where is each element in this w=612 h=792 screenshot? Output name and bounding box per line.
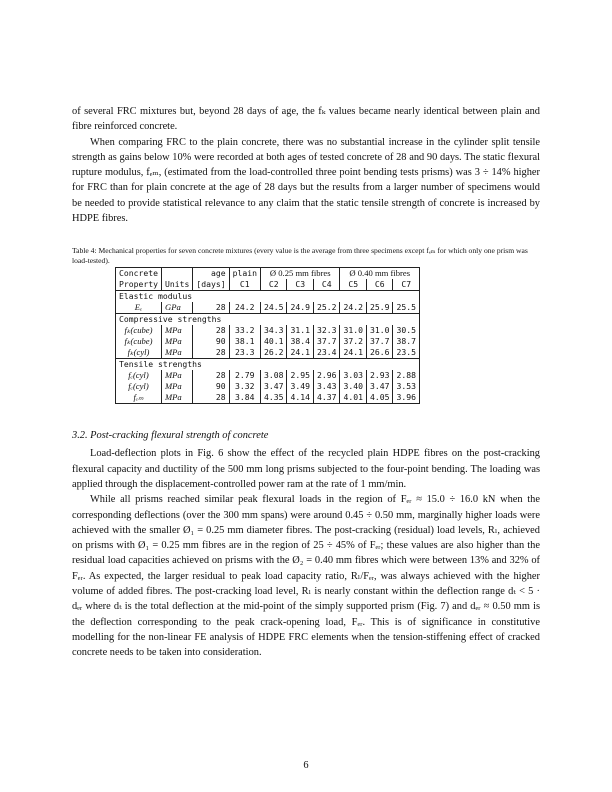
value-cell: 24.1 — [340, 347, 367, 359]
value-cell: 33.2 — [229, 325, 260, 336]
section-paragraph-1: Load-deflection plots in Fig. 6 show the effect of the recycled plain HDPE fibres on the post-cracking flexural capacity and ductility of the 500 mm long prisms subjected to the four-point bending. The loading was applied through the displacement-controlled power ram at the rate of 1 mm/min. — [72, 448, 540, 490]
value-cell: 24.5 — [260, 302, 287, 314]
value-cell: 24.2 — [340, 302, 367, 314]
value-cell: 2.96 — [313, 370, 340, 381]
value-cell: 3.53 — [393, 381, 420, 392]
age-cell: 28 — [193, 302, 229, 314]
header-property: Property — [116, 279, 162, 291]
mechanical-properties-table — [115, 267, 420, 404]
value-cell: 3.08 — [260, 370, 287, 381]
property-symbol: fₖ(cyl) — [127, 347, 150, 358]
property-symbol: fₖ(cube) — [124, 336, 153, 347]
intro-paragraph-1: of several FRC mixtures but, beyond 28 days of age, the fₖ values became nearly identical between plain and fibre reinforced concrete. — [72, 106, 540, 133]
unit-cell: MPa — [161, 347, 192, 359]
value-cell: 31.0 — [340, 325, 367, 336]
table-row — [116, 392, 420, 404]
value-cell: 25.2 — [313, 302, 340, 314]
header-plain: plain — [229, 268, 260, 280]
section-row — [116, 359, 420, 371]
value-cell: 3.40 — [340, 381, 367, 392]
value-cell: 23.5 — [393, 347, 420, 359]
unit-cell: MPa — [161, 392, 192, 404]
value-cell: 25.5 — [393, 302, 420, 314]
value-cell: 23.3 — [229, 347, 260, 359]
value-cell: 37.2 — [340, 336, 367, 347]
header-units: Units — [161, 279, 192, 291]
table-container — [115, 267, 540, 404]
section-paragraph-2: While all prisms reached similar peak flexural loads in the region of Fₑᵣ ≈ 15.0 ÷ 16.0 kN when the corresponding deflections (over the 300 mm spans) were around 0.45 ÷ 0.50 mm, marginally higher loads were achieved with the smaller Ø₁ = 0.25 mm diameter fibres. The post-cracking (residual) load levels, Rₗ, achieved on prisms with Ø₁ = 0.25 mm fibres are in the region of 25 ÷ 45% of Fₑᵣ; these values are also higher than the residual load capacities achieved on prisms with the Ø₂ = 0.40 mm fibres which were between 13% and 32% of Fₑᵣ. As expected, the larger residual to peak load capacity ratio, Rₗ/Fₑᵣ, was always achieved with the higher volume of added fibres. The post-cracking load level, Rₗ is nearly constant within the deflection range dₜ < 5 · dₑᵣ where dₜ is the total deflection at the mid-point of the simply supported prism (Fig. 7) and dₑᵣ ≈ 0.50 mm is the deflection corresponding to the peak crack-opening load, Fₑᵣ. This is of significance in constitutive modelling for the non-linear FE analysis of HDPE FRC elements when the tension-stiffening effect of cracked concrete needs to be taken into consideration. — [72, 494, 540, 659]
value-cell: 3.43 — [313, 381, 340, 392]
value-cell: 2.93 — [366, 370, 393, 381]
page-number: 6 — [303, 760, 309, 771]
age-cell: 28 — [193, 325, 229, 336]
table-row — [116, 336, 420, 347]
header-days: [days] — [193, 279, 229, 291]
header-fibres-040: Ø 0.40 mm fibres — [340, 268, 420, 280]
property-symbol: fₑ(cyl) — [128, 370, 149, 381]
page-content — [72, 104, 540, 661]
unit-cell: GPa — [161, 302, 192, 314]
value-cell: 26.2 — [260, 347, 287, 359]
value-cell: 3.47 — [366, 381, 393, 392]
unit-cell: MPa — [161, 336, 192, 347]
value-cell: 2.88 — [393, 370, 420, 381]
header-col-c6: C6 — [366, 279, 393, 291]
value-cell: 4.05 — [366, 392, 393, 404]
unit-cell: MPa — [161, 325, 192, 336]
section-title: Elastic modulus — [119, 291, 193, 302]
value-cell: 24.9 — [287, 302, 314, 314]
property-symbol: fₖ(cube) — [124, 325, 153, 336]
property-symbol: fₑₘ — [133, 392, 144, 403]
value-cell: 3.03 — [340, 370, 367, 381]
section-title: Tensile strengths — [116, 359, 420, 371]
intro-paragraph-2: When comparing FRC to the plain concrete, there was no substantial increase in the cylinder split tensile strength as gains below 10% were recorded at both ages of tested concrete of 28 and 90 days. The static flexural rupture modulus, fₑₘ, (estimated from the load-controlled three point bending tests prisms) was 3 ÷ 14% higher for FRC than for plain concrete at the age of 28 days but the results from a larger number of specimens would be needed to provide statistical relevance to any claim that the static tensile strength of concrete is increased by HDPE fibres. — [72, 136, 540, 225]
value-cell: 38.7 — [393, 336, 420, 347]
value-cell: 31.1 — [287, 325, 314, 336]
table-caption: Table 4: Mechanical properties for seven concrete mixtures (every value is the average from three specimens except fₑₘ for which only one prism was load-tested). — [72, 246, 528, 266]
value-cell: 38.1 — [229, 336, 260, 347]
property-symbol: fₑ(cyl) — [128, 381, 149, 392]
value-cell: 4.37 — [313, 392, 340, 404]
value-cell: 32.3 — [313, 325, 340, 336]
value-cell: 4.14 — [287, 392, 314, 404]
age-cell: 90 — [193, 381, 229, 392]
age-cell: 28 — [193, 392, 229, 404]
header-fibres-025: Ø 0.25 mm fibres — [260, 268, 340, 280]
value-cell: 34.3 — [260, 325, 287, 336]
value-cell: 4.01 — [340, 392, 367, 404]
section-row — [116, 314, 420, 326]
header-age: age — [193, 268, 229, 280]
header-col-c7: C7 — [393, 279, 420, 291]
section-heading: 3.2. Post-cracking flexural strength of concrete — [72, 430, 269, 442]
value-cell: 4.35 — [260, 392, 287, 404]
header-col-c2: C2 — [260, 279, 287, 291]
value-cell: 37.7 — [313, 336, 340, 347]
header-col-c4: C4 — [313, 279, 340, 291]
header-col-c5: C5 — [340, 279, 367, 291]
age-cell: 90 — [193, 336, 229, 347]
value-cell: 3.32 — [229, 381, 260, 392]
table-row — [116, 370, 420, 381]
value-cell: 3.84 — [229, 392, 260, 404]
value-cell: 24.2 — [229, 302, 260, 314]
table-header-row-2 — [116, 279, 420, 291]
table-row — [116, 381, 420, 392]
table-row — [116, 325, 420, 336]
header-col-c3: C3 — [287, 279, 314, 291]
unit-cell: MPa — [161, 381, 192, 392]
age-cell: 28 — [193, 370, 229, 381]
value-cell: 37.7 — [366, 336, 393, 347]
value-cell: 3.96 — [393, 392, 420, 404]
value-cell: 26.6 — [366, 347, 393, 359]
value-cell: 25.9 — [366, 302, 393, 314]
value-cell: 38.4 — [287, 336, 314, 347]
value-cell: 3.49 — [287, 381, 314, 392]
value-cell: 23.4 — [313, 347, 340, 359]
property-symbol: Eₑ — [134, 302, 143, 313]
table-row — [116, 347, 420, 359]
value-cell: 31.0 — [366, 325, 393, 336]
age-cell: 28 — [193, 347, 229, 359]
header-col-c1: C1 — [229, 279, 260, 291]
value-cell: 2.95 — [287, 370, 314, 381]
value-cell: 30.5 — [393, 325, 420, 336]
value-cell: 3.47 — [260, 381, 287, 392]
table-header-row-1 — [116, 268, 420, 280]
header-concrete: Concrete — [119, 268, 158, 279]
section-title: Compressive strengths — [116, 314, 420, 326]
section-row — [116, 291, 420, 303]
value-cell: 2.79 — [229, 370, 260, 381]
value-cell: 40.1 — [260, 336, 287, 347]
table-row — [116, 302, 420, 314]
value-cell: 24.1 — [287, 347, 314, 359]
unit-cell: MPa — [161, 370, 192, 381]
